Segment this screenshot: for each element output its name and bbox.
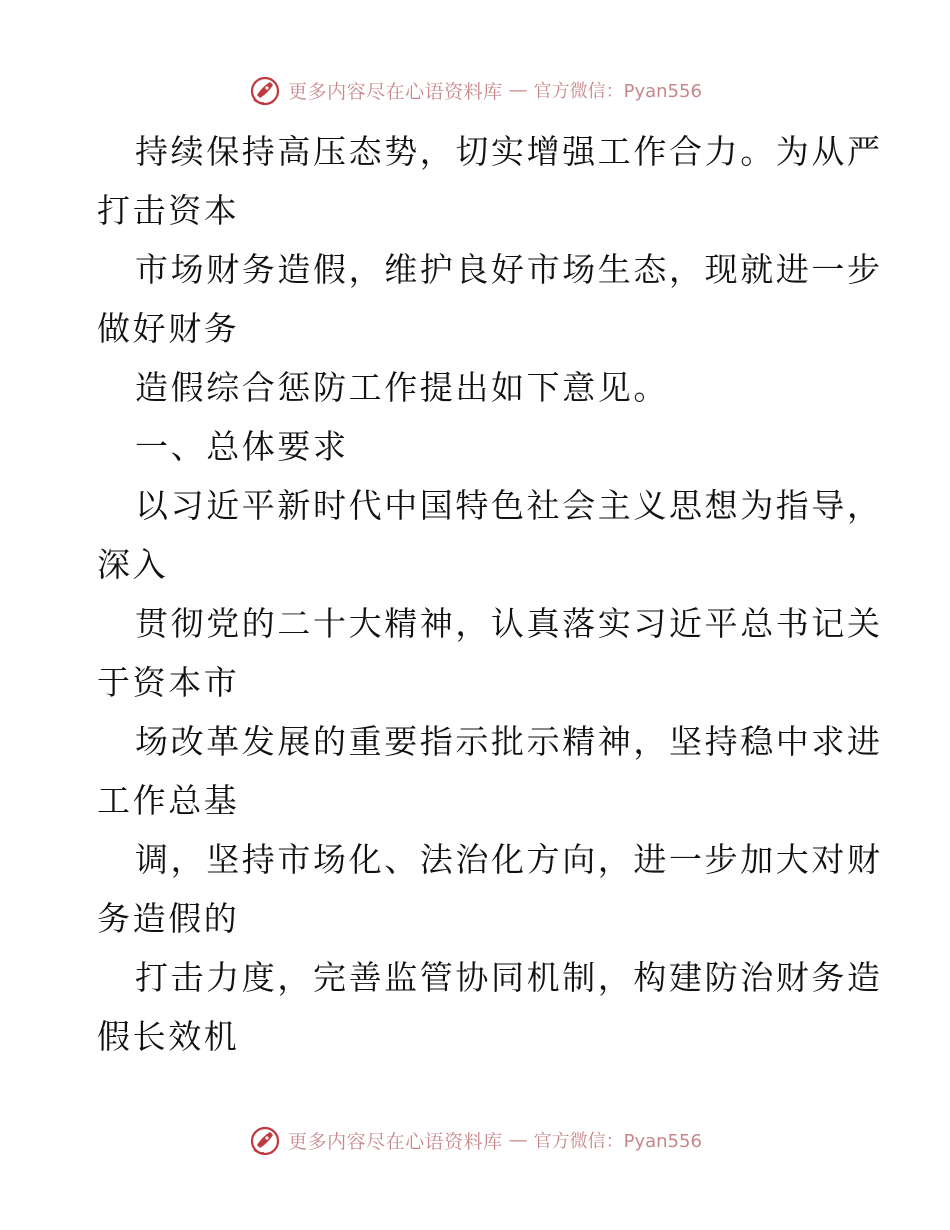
watermark-text: 更多内容尽在心语资料库 <box>288 80 503 103</box>
text-line: 以习近平新时代中国特色社会主义思想为指导， <box>135 486 883 525</box>
text-line: 工作总基 <box>97 781 240 820</box>
text-line: 打击力度，完善监管协同机制，构建防治财务造 <box>135 958 883 997</box>
watermark-wechat: 官方微信：Pyan556 <box>533 81 702 102</box>
watermark-separator: — <box>508 79 528 101</box>
footer-watermark <box>0 1120 950 1160</box>
watermark-wechat: 官方微信：Pyan556 <box>533 1131 702 1152</box>
text-line: 假长效机 <box>97 1017 240 1056</box>
text-line: 场改革发展的重要指示批示精神，坚持稳中求进 <box>135 722 883 761</box>
section-heading: 一、总体要求 <box>135 427 349 466</box>
text-line: 做好财务 <box>97 309 240 348</box>
watermark-text: 更多内容尽在心语资料库 <box>288 1130 503 1153</box>
header-watermark <box>0 70 950 110</box>
text-line: 深入 <box>97 545 169 584</box>
watermark-separator: — <box>508 1129 528 1151</box>
text-line: 打击资本 <box>97 191 240 230</box>
pen-nib-logo-icon <box>248 73 282 107</box>
text-line: 贯彻党的二十大精神，认真落实习近平总书记关 <box>135 604 883 643</box>
text-line: 调，坚持市场化、法治化方向，进一步加大对财 <box>135 840 883 879</box>
pen-nib-logo-icon <box>248 1123 282 1157</box>
document-body <box>97 122 883 1066</box>
text-line: 市场财务造假，维护良好市场生态，现就进一步 <box>135 250 883 289</box>
text-line: 持续保持高压态势，切实增强工作合力。为从严 <box>135 132 883 171</box>
text-line: 造假综合惩防工作提出如下意见。 <box>135 368 669 407</box>
text-line: 于资本市 <box>97 663 240 702</box>
text-line: 务造假的 <box>97 899 240 938</box>
